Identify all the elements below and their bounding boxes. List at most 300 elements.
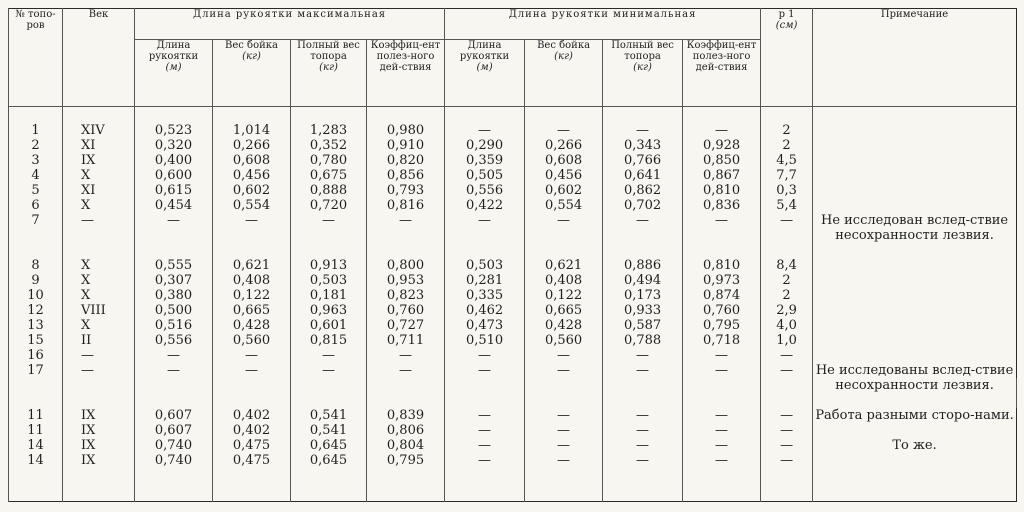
cell-max-0: —: [135, 213, 213, 228]
gap-cell: [135, 378, 213, 408]
cell-note: [813, 123, 1017, 138]
cell-max-1: 0,402: [213, 408, 291, 423]
spacer-cell: [683, 468, 761, 502]
cell-min-2: —: [603, 348, 683, 363]
cell-num: 4: [9, 168, 63, 183]
gap-cell: [367, 378, 445, 408]
cell-max-1: —: [213, 363, 291, 378]
cell-max-3: —: [367, 363, 445, 378]
cell-max-2: —: [291, 348, 367, 363]
cell-min-2: —: [603, 423, 683, 438]
cell-age: —: [63, 348, 135, 363]
cell-min-3: —: [683, 348, 761, 363]
cell-note: [813, 333, 1017, 348]
cell-min-0: 0,510: [445, 333, 525, 348]
header-age: Век: [63, 9, 135, 107]
cell-age: VIII: [63, 303, 135, 318]
cell-min-2: —: [603, 408, 683, 423]
cell-max-2: —: [291, 363, 367, 378]
cell-min-0: 0,359: [445, 153, 525, 168]
table-row: [9, 438, 1017, 453]
gap-cell: [445, 378, 525, 408]
cell-min-1: 0,554: [525, 198, 603, 213]
header-max-head-weight: Вес бойка (кг): [213, 40, 291, 107]
cell-age: —: [63, 213, 135, 228]
header-max-group: Длина рукоятки максимальная: [135, 9, 445, 40]
cell-num: 12: [9, 303, 63, 318]
cell-max-3: 0,760: [367, 303, 445, 318]
cell-min-0: 0,503: [445, 258, 525, 273]
cell-max-1: 0,475: [213, 453, 291, 468]
header-max-full-weight: Полный вес топора (кг): [291, 40, 367, 107]
cell-min-1: —: [525, 348, 603, 363]
cell-p1: —: [761, 423, 813, 438]
cell-max-0: 0,523: [135, 123, 213, 138]
cell-max-2: 0,352: [291, 138, 367, 153]
cell-min-2: 0,933: [603, 303, 683, 318]
cell-min-2: —: [603, 123, 683, 138]
cell-p1: 7,7: [761, 168, 813, 183]
spacer-cell: [761, 107, 813, 124]
cell-num: 7: [9, 213, 63, 228]
spacer-cell: [63, 468, 135, 502]
cell-p1: 4,5: [761, 153, 813, 168]
spacer-cell: [135, 107, 213, 124]
cell-min-1: —: [525, 423, 603, 438]
spacer-cell: [525, 107, 603, 124]
cell-min-3: —: [683, 213, 761, 228]
cell-max-2: 0,645: [291, 453, 367, 468]
spacer-cell: [213, 468, 291, 502]
cell-p1: 2: [761, 123, 813, 138]
cell-max-1: 0,122: [213, 288, 291, 303]
gap-cell: [683, 228, 761, 258]
cell-max-3: 0,820: [367, 153, 445, 168]
cell-min-1: 0,665: [525, 303, 603, 318]
cell-max-3: 0,806: [367, 423, 445, 438]
cell-max-0: 0,607: [135, 423, 213, 438]
cell-max-1: 0,554: [213, 198, 291, 213]
cell-p1: —: [761, 213, 813, 228]
spacer-cell: [9, 107, 63, 124]
cell-min-3: —: [683, 408, 761, 423]
cell-min-2: 0,494: [603, 273, 683, 288]
cell-min-1: 0,428: [525, 318, 603, 333]
cell-min-1: 0,122: [525, 288, 603, 303]
table-row: [9, 198, 1017, 213]
cell-min-3: 0,760: [683, 303, 761, 318]
cell-max-3: 0,711: [367, 333, 445, 348]
cell-min-2: 0,788: [603, 333, 683, 348]
spacer-cell: [367, 107, 445, 124]
cell-max-3: 0,800: [367, 258, 445, 273]
cell-max-2: 0,720: [291, 198, 367, 213]
cell-note: [813, 198, 1017, 213]
cell-age: XI: [63, 183, 135, 198]
cell-max-1: —: [213, 213, 291, 228]
cell-age: X: [63, 258, 135, 273]
cell-max-2: 0,815: [291, 333, 367, 348]
cell-max-1: 0,475: [213, 438, 291, 453]
cell-min-0: 0,473: [445, 318, 525, 333]
table-row: [9, 363, 1017, 378]
gap-cell: [63, 378, 135, 408]
cell-max-3: 0,816: [367, 198, 445, 213]
cell-min-3: 0,850: [683, 153, 761, 168]
cell-max-2: 0,675: [291, 168, 367, 183]
cell-p1: 5,4: [761, 198, 813, 213]
cell-note: Не исследован вслед-ствие несохранности лезвия.: [813, 213, 1017, 273]
cell-note: [813, 273, 1017, 288]
spacer-cell: [603, 468, 683, 502]
cell-min-1: 0,456: [525, 168, 603, 183]
cell-max-1: 1,014: [213, 123, 291, 138]
cell-max-0: 0,607: [135, 408, 213, 423]
cell-max-0: 0,740: [135, 453, 213, 468]
cell-note: То же.: [813, 438, 1017, 468]
cell-max-1: 0,621: [213, 258, 291, 273]
spacer-cell: [525, 468, 603, 502]
cell-min-0: 0,335: [445, 288, 525, 303]
cell-p1: —: [761, 363, 813, 378]
header-min-group: Длина рукоятки минимальная: [445, 9, 761, 40]
cell-min-1: —: [525, 438, 603, 453]
cell-min-3: 0,973: [683, 273, 761, 288]
cell-min-3: —: [683, 123, 761, 138]
table-row: [9, 408, 1017, 423]
cell-min-0: —: [445, 363, 525, 378]
cell-min-0: —: [445, 423, 525, 438]
gap-cell: [63, 228, 135, 258]
cell-age: XIV: [63, 123, 135, 138]
cell-min-0: 0,422: [445, 198, 525, 213]
table-row: [9, 303, 1017, 318]
cell-max-1: 0,456: [213, 168, 291, 183]
spacer-cell: [445, 107, 525, 124]
gap-cell: [291, 378, 367, 408]
cell-num: 11: [9, 408, 63, 423]
cell-num: 9: [9, 273, 63, 288]
cell-max-0: 0,556: [135, 333, 213, 348]
cell-min-1: —: [525, 363, 603, 378]
cell-p1: —: [761, 438, 813, 453]
cell-max-1: 0,560: [213, 333, 291, 348]
table-header: [9, 9, 1017, 107]
cell-min-0: 0,281: [445, 273, 525, 288]
spacer-row: [9, 468, 1017, 502]
cell-age: IX: [63, 453, 135, 468]
cell-min-1: —: [525, 123, 603, 138]
table-row: [9, 213, 1017, 228]
cell-min-0: —: [445, 453, 525, 468]
cell-note: [813, 348, 1017, 363]
cell-age: XI: [63, 138, 135, 153]
cell-min-2: 0,641: [603, 168, 683, 183]
header-max-efficiency: Коэффиц-ент полез-ного дей-ствия: [367, 40, 445, 107]
cell-min-0: —: [445, 348, 525, 363]
cell-p1: 0,3: [761, 183, 813, 198]
cell-max-2: 0,181: [291, 288, 367, 303]
gap-cell: [683, 378, 761, 408]
cell-min-1: 0,621: [525, 258, 603, 273]
cell-note: [813, 168, 1017, 183]
spacer-cell: [213, 107, 291, 124]
header-min-handle-len: Длина рукоятки (м): [445, 40, 525, 107]
cell-max-2: 1,283: [291, 123, 367, 138]
gap-cell: [761, 378, 813, 408]
cell-min-0: 0,462: [445, 303, 525, 318]
cell-min-3: 0,874: [683, 288, 761, 303]
cell-num: 17: [9, 363, 63, 378]
spacer-cell: [761, 468, 813, 502]
cell-min-0: —: [445, 438, 525, 453]
cell-num: 13: [9, 318, 63, 333]
cell-min-2: —: [603, 213, 683, 228]
spacer-cell: [813, 468, 1017, 502]
cell-max-3: 0,910: [367, 138, 445, 153]
table-row: [9, 288, 1017, 303]
cell-max-2: 0,541: [291, 408, 367, 423]
cell-max-3: 0,980: [367, 123, 445, 138]
cell-max-3: 0,795: [367, 453, 445, 468]
cell-max-0: 0,307: [135, 273, 213, 288]
cell-max-3: 0,856: [367, 168, 445, 183]
spacer-cell: [445, 468, 525, 502]
cell-max-2: 0,601: [291, 318, 367, 333]
cell-min-3: 0,718: [683, 333, 761, 348]
table-row: [9, 183, 1017, 198]
cell-num: 6: [9, 198, 63, 213]
cell-p1: 8,4: [761, 258, 813, 273]
gap-cell: [9, 228, 63, 258]
axes-table: [8, 8, 1017, 502]
cell-min-3: 0,928: [683, 138, 761, 153]
cell-num: 14: [9, 438, 63, 453]
cell-min-2: 0,886: [603, 258, 683, 273]
cell-max-1: 0,402: [213, 423, 291, 438]
gap-cell: [761, 228, 813, 258]
cell-note: [813, 318, 1017, 333]
table-body: [9, 107, 1017, 502]
cell-age: X: [63, 168, 135, 183]
gap-cell: [445, 228, 525, 258]
header-min-head-weight: Вес бойка (кг): [525, 40, 603, 107]
cell-min-2: 0,343: [603, 138, 683, 153]
cell-min-1: 0,560: [525, 333, 603, 348]
cell-p1: —: [761, 453, 813, 468]
cell-min-3: 0,795: [683, 318, 761, 333]
gap-cell: [9, 378, 63, 408]
cell-min-0: —: [445, 408, 525, 423]
cell-min-1: 0,408: [525, 273, 603, 288]
cell-age: IX: [63, 153, 135, 168]
header-min-efficiency: Коэффиц-ент полез-ного дей-ствия: [683, 40, 761, 107]
cell-min-0: —: [445, 213, 525, 228]
cell-max-0: 0,740: [135, 438, 213, 453]
cell-max-2: 0,913: [291, 258, 367, 273]
cell-note: [813, 303, 1017, 318]
cell-note: Не исследованы вслед-ствие несохранности лезвия.: [813, 363, 1017, 408]
table-row: [9, 333, 1017, 348]
cell-max-0: 0,320: [135, 138, 213, 153]
cell-min-3: —: [683, 453, 761, 468]
gap-cell: [213, 228, 291, 258]
cell-min-1: —: [525, 453, 603, 468]
cell-age: IX: [63, 408, 135, 423]
cell-age: —: [63, 363, 135, 378]
cell-max-3: 0,953: [367, 273, 445, 288]
cell-age: X: [63, 273, 135, 288]
gap-cell: [603, 378, 683, 408]
cell-min-3: —: [683, 363, 761, 378]
table-row: [9, 138, 1017, 153]
spacer-cell: [367, 468, 445, 502]
cell-num: 8: [9, 258, 63, 273]
cell-max-3: 0,804: [367, 438, 445, 453]
spacer-cell: [291, 107, 367, 124]
cell-note: [813, 183, 1017, 198]
cell-min-0: 0,505: [445, 168, 525, 183]
cell-max-2: 0,963: [291, 303, 367, 318]
cell-max-2: 0,541: [291, 423, 367, 438]
spacer-cell: [9, 468, 63, 502]
spacer-cell: [135, 468, 213, 502]
cell-note: [813, 288, 1017, 303]
header-num: № топо-ров: [9, 9, 63, 107]
gap-cell: [525, 228, 603, 258]
cell-max-3: —: [367, 348, 445, 363]
cell-min-1: 0,608: [525, 153, 603, 168]
cell-age: IX: [63, 423, 135, 438]
cell-max-0: 0,516: [135, 318, 213, 333]
cell-max-0: 0,400: [135, 153, 213, 168]
spacer-cell: [683, 107, 761, 124]
spacer-row: [9, 107, 1017, 124]
cell-num: 10: [9, 288, 63, 303]
cell-max-1: 0,665: [213, 303, 291, 318]
table-row: [9, 273, 1017, 288]
cell-min-1: 0,602: [525, 183, 603, 198]
cell-age: IX: [63, 438, 135, 453]
cell-max-0: 0,555: [135, 258, 213, 273]
cell-max-2: 0,780: [291, 153, 367, 168]
cell-min-2: 0,173: [603, 288, 683, 303]
spacer-cell: [291, 468, 367, 502]
cell-num: 3: [9, 153, 63, 168]
cell-min-2: 0,587: [603, 318, 683, 333]
table-row: [9, 318, 1017, 333]
cell-p1: —: [761, 348, 813, 363]
cell-min-3: 0,836: [683, 198, 761, 213]
table-row: [9, 123, 1017, 138]
gap-cell: [603, 228, 683, 258]
cell-note: [813, 153, 1017, 168]
cell-num: 1: [9, 123, 63, 138]
cell-num: 11: [9, 423, 63, 438]
cell-max-0: —: [135, 348, 213, 363]
cell-age: II: [63, 333, 135, 348]
cell-note: [813, 138, 1017, 153]
cell-max-3: 0,839: [367, 408, 445, 423]
cell-max-3: 0,727: [367, 318, 445, 333]
spacer-cell: [813, 107, 1017, 124]
cell-min-2: 0,862: [603, 183, 683, 198]
spacer-cell: [63, 107, 135, 124]
header-max-handle-len: Длина рукоятки (м): [135, 40, 213, 107]
header-min-full-weight: Полный вес топора (кг): [603, 40, 683, 107]
cell-min-0: 0,556: [445, 183, 525, 198]
cell-min-3: 0,867: [683, 168, 761, 183]
cell-min-3: 0,810: [683, 183, 761, 198]
table-row: [9, 153, 1017, 168]
cell-max-0: —: [135, 363, 213, 378]
cell-age: X: [63, 198, 135, 213]
cell-max-1: 0,428: [213, 318, 291, 333]
cell-p1: 1,0: [761, 333, 813, 348]
table-row: [9, 348, 1017, 363]
gap-cell: [135, 228, 213, 258]
cell-min-2: —: [603, 438, 683, 453]
gap-cell: [213, 378, 291, 408]
cell-num: 16: [9, 348, 63, 363]
cell-num: 15: [9, 333, 63, 348]
cell-max-1: —: [213, 348, 291, 363]
cell-age: X: [63, 318, 135, 333]
cell-max-2: 0,645: [291, 438, 367, 453]
cell-min-3: —: [683, 423, 761, 438]
gap-cell: [291, 228, 367, 258]
cell-max-0: 0,500: [135, 303, 213, 318]
cell-min-3: —: [683, 438, 761, 453]
cell-max-0: 0,380: [135, 288, 213, 303]
cell-min-2: 0,702: [603, 198, 683, 213]
cell-p1: 2: [761, 288, 813, 303]
header-p1: p 1 (см): [761, 9, 813, 107]
cell-max-3: 0,793: [367, 183, 445, 198]
cell-min-1: —: [525, 213, 603, 228]
cell-num: 14: [9, 453, 63, 468]
cell-p1: 4,0: [761, 318, 813, 333]
cell-max-2: 0,503: [291, 273, 367, 288]
cell-min-3: 0,810: [683, 258, 761, 273]
spacer-cell: [603, 107, 683, 124]
cell-min-1: —: [525, 408, 603, 423]
cell-p1: 2: [761, 138, 813, 153]
gap-cell: [367, 228, 445, 258]
header-note: Примечание: [813, 9, 1017, 107]
cell-min-0: 0,290: [445, 138, 525, 153]
cell-num: 2: [9, 138, 63, 153]
cell-min-2: —: [603, 453, 683, 468]
cell-max-1: 0,408: [213, 273, 291, 288]
cell-max-3: —: [367, 213, 445, 228]
cell-max-3: 0,823: [367, 288, 445, 303]
cell-max-0: 0,615: [135, 183, 213, 198]
cell-min-1: 0,266: [525, 138, 603, 153]
cell-max-0: 0,454: [135, 198, 213, 213]
cell-max-1: 0,602: [213, 183, 291, 198]
cell-note: Работа разными сторо-нами.: [813, 408, 1017, 438]
cell-min-0: —: [445, 123, 525, 138]
cell-min-2: 0,766: [603, 153, 683, 168]
cell-p1: 2: [761, 273, 813, 288]
cell-min-2: —: [603, 363, 683, 378]
cell-max-2: —: [291, 213, 367, 228]
cell-max-1: 0,266: [213, 138, 291, 153]
cell-max-0: 0,600: [135, 168, 213, 183]
table-row: [9, 168, 1017, 183]
gap-cell: [525, 378, 603, 408]
